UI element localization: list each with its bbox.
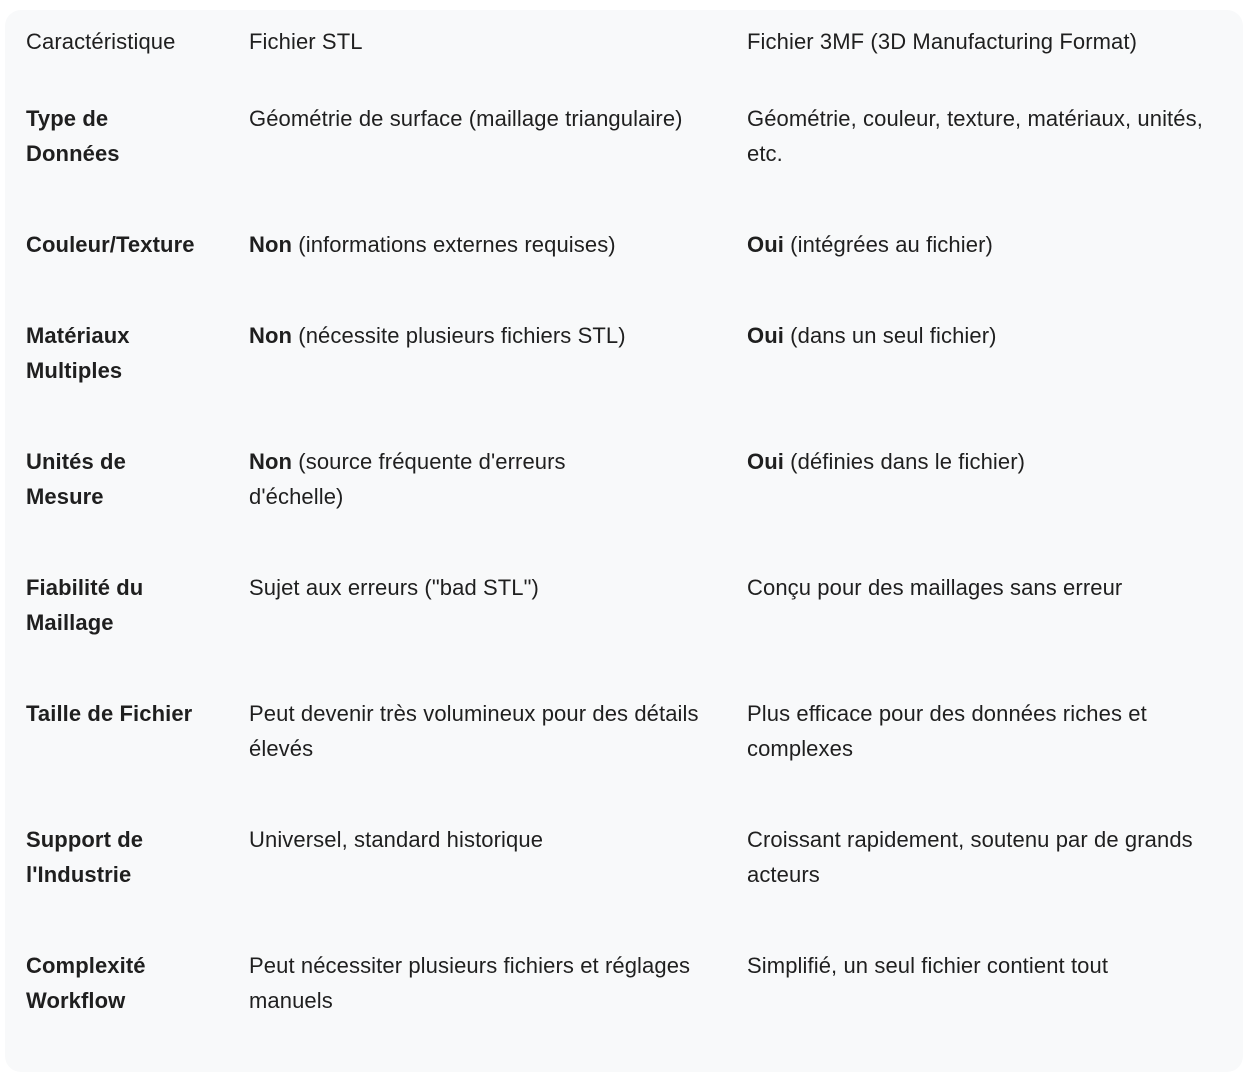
row-stl [249, 570, 747, 696]
row-3mf-text: Plus efficace pour des données riches et complexes [747, 701, 1147, 761]
table-row [5, 822, 1243, 948]
row-feature-text: Unités de Mesure [26, 449, 126, 509]
row-stl [249, 318, 747, 444]
row-3mf-text: Croissant rapidement, soutenu par de grands acteurs [747, 827, 1193, 887]
row-feature-text: Complexité Workflow [26, 953, 146, 1013]
row-stl-text: (source fréquente d'erreurs d'échelle) [249, 449, 566, 509]
row-feature [5, 318, 249, 444]
row-feature-text: Fiabilité du Maillage [26, 575, 144, 635]
row-3mf [747, 101, 1243, 227]
row-3mf [747, 318, 1243, 444]
header-feature: Caractéristique [26, 29, 176, 54]
row-feature [5, 822, 249, 948]
row-3mf-text: (définies dans le fichier) [783, 449, 1026, 474]
row-3mf [747, 570, 1243, 696]
row-stl-strong: Non [249, 449, 293, 474]
row-feature-text: Support de l'Industrie [26, 827, 144, 887]
row-3mf [747, 227, 1243, 318]
row-3mf-strong: Oui [747, 232, 784, 257]
row-stl-text: (nécessite plusieurs fichiers STL) [292, 323, 626, 348]
row-3mf-text: (intégrées au fichier) [783, 232, 993, 257]
row-feature-text: Couleur/Texture [26, 232, 195, 257]
row-feature-text: Matériaux Multiples [26, 323, 130, 383]
row-feature [5, 227, 249, 318]
row-feature [5, 570, 249, 696]
table-row [5, 696, 1243, 822]
table-row [5, 570, 1243, 696]
comparison-card [5, 10, 1243, 1072]
row-stl-text: Peut nécessiter plusieurs fichiers et réglages manuels [249, 953, 691, 1013]
row-feature [5, 101, 249, 227]
row-feature-text: Type de Données [26, 106, 120, 166]
table-row [5, 948, 1243, 1074]
row-feature-text: Taille de Fichier [26, 701, 193, 726]
row-stl [249, 444, 747, 570]
row-3mf [747, 822, 1243, 948]
row-stl [249, 822, 747, 948]
row-stl [249, 101, 747, 227]
header-row [5, 10, 1243, 101]
row-3mf-text: Conçu pour des maillages sans erreur [747, 575, 1123, 600]
row-stl-strong: Non [249, 323, 293, 348]
table-row [5, 101, 1243, 227]
row-stl [249, 696, 747, 822]
comparison-table [5, 10, 1243, 1074]
table-body [5, 101, 1243, 1074]
row-3mf [747, 948, 1243, 1074]
row-3mf-text: Simplifié, un seul fichier contient tout [747, 953, 1109, 978]
table-row [5, 227, 1243, 318]
row-stl [249, 227, 747, 318]
row-stl-text: (informations externes requises) [292, 232, 616, 257]
table-header [5, 10, 1243, 101]
row-feature [5, 948, 249, 1074]
header-3mf: Fichier 3MF (3D Manufacturing Format) [747, 29, 1138, 54]
row-stl-text: Peut devenir très volumineux pour des détails élevés [249, 701, 699, 761]
row-stl [249, 948, 747, 1074]
row-stl-text: Géométrie de surface (maillage triangulaire) [249, 106, 683, 131]
row-stl-text: Universel, standard historique [249, 827, 544, 852]
row-3mf [747, 696, 1243, 822]
table-row [5, 444, 1243, 570]
row-stl-text: Sujet aux erreurs ("bad STL") [249, 575, 539, 600]
row-3mf [747, 444, 1243, 570]
row-3mf-text: Géométrie, couleur, texture, matériaux, unités, etc. [747, 106, 1203, 166]
table-row [5, 318, 1243, 444]
row-stl-strong: Non [249, 232, 293, 257]
row-3mf-strong: Oui [747, 449, 784, 474]
row-3mf-strong: Oui [747, 323, 784, 348]
row-feature [5, 696, 249, 822]
header-stl: Fichier STL [249, 29, 363, 54]
row-3mf-text: (dans un seul fichier) [783, 323, 997, 348]
row-feature [5, 444, 249, 570]
